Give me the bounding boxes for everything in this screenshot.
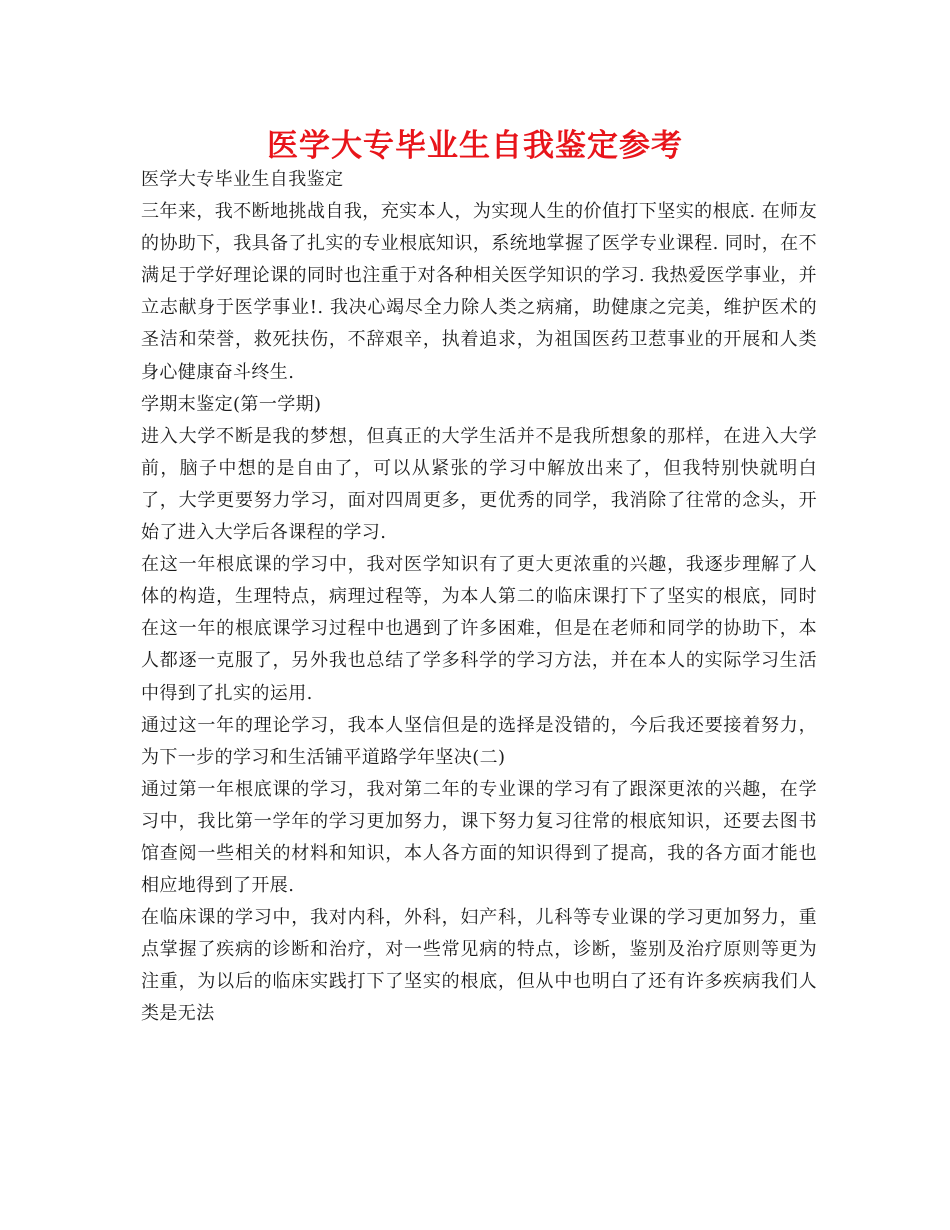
body-paragraph: 在临床课的学习中，我对内科，外科，妇产科，儿科等专业课的学习更加努力，重点掌握了疾病的诊断和治疗，对一些常见病的特点，诊断，鉴别及治疗原则等更为注重，为以后的临床实践打下了坚实的根底，但从中也明白了还有许多疾病我们人类是无法 (141, 907, 817, 1025)
body-paragraph: 三年来，我不断地挑战自我，充实本人，为实现人生的价值打下坚实的根底. 在师友的协助下，我具备了扎实的专业根底知识，系统地掌握了医学专业课程. 同时，在不满足于学好理论课的同时也注重于对各种相关医学知识的学习. 我热爱医学事业，并立志献身于医学事业!. 我决心竭尽全力除人类之病痛，助健康之完美，维护医术的圣洁和荣誉，救死扶伤，不辞艰辛，执着追求，为祖国医药卫惹事业的开展和人类身心健康奋斗终生. (141, 201, 817, 383)
body-paragraph: 进入大学不断是我的梦想，但真正的大学生活并不是我所想象的那样，在进入大学前，脑子中想的是自由了，可以从紧张的学习中解放出来了，但我特别快就明白了，大学更要努力学习，面对四周更多，更优秀的同学，我消除了往常的念头，开始了进入大学后各课程的学习. (141, 425, 817, 544)
document-body (141, 164, 817, 1031)
body-paragraph: 在这一年根底课的学习中，我对医学知识有了更大更浓重的兴趣，我逐步理解了人体的构造，生理特点，病理过程等，为本人第二的临床课打下了坚实的根底，同时在这一年的根底课学习过程中也遇到了许多困难，但是在老师和同学的协助下，本人都逐一克服了，另外我也总结了学多科学的学习方法，并在本人的实际学习生活中得到了扎实的运用. (141, 554, 817, 704)
body-paragraph: 通过这一年的理论学习，我本人坚信但是的选择是没错的，今后我还要接着努力，为下一步的学习和生活铺平道路学年坚决(二) (141, 714, 817, 768)
body-paragraph: 通过第一年根底课的学习，我对第二年的专业课的学习有了跟深更浓的兴趣，在学习中，我比第一学年的学习更加努力，课下努力复习往常的根底知识，还要去图书馆查阅一些相关的材料和知识，本人各方面的知识得到了提高，我的各方面才能也相应地得到了开展. (141, 778, 817, 897)
subtitle-paragraph: 医学大专毕业生自我鉴定 (141, 169, 344, 190)
document-title: 医学大专毕业生自我鉴定参考 (267, 128, 683, 164)
section-heading: 学期末鉴定(第一学期) (141, 393, 322, 415)
